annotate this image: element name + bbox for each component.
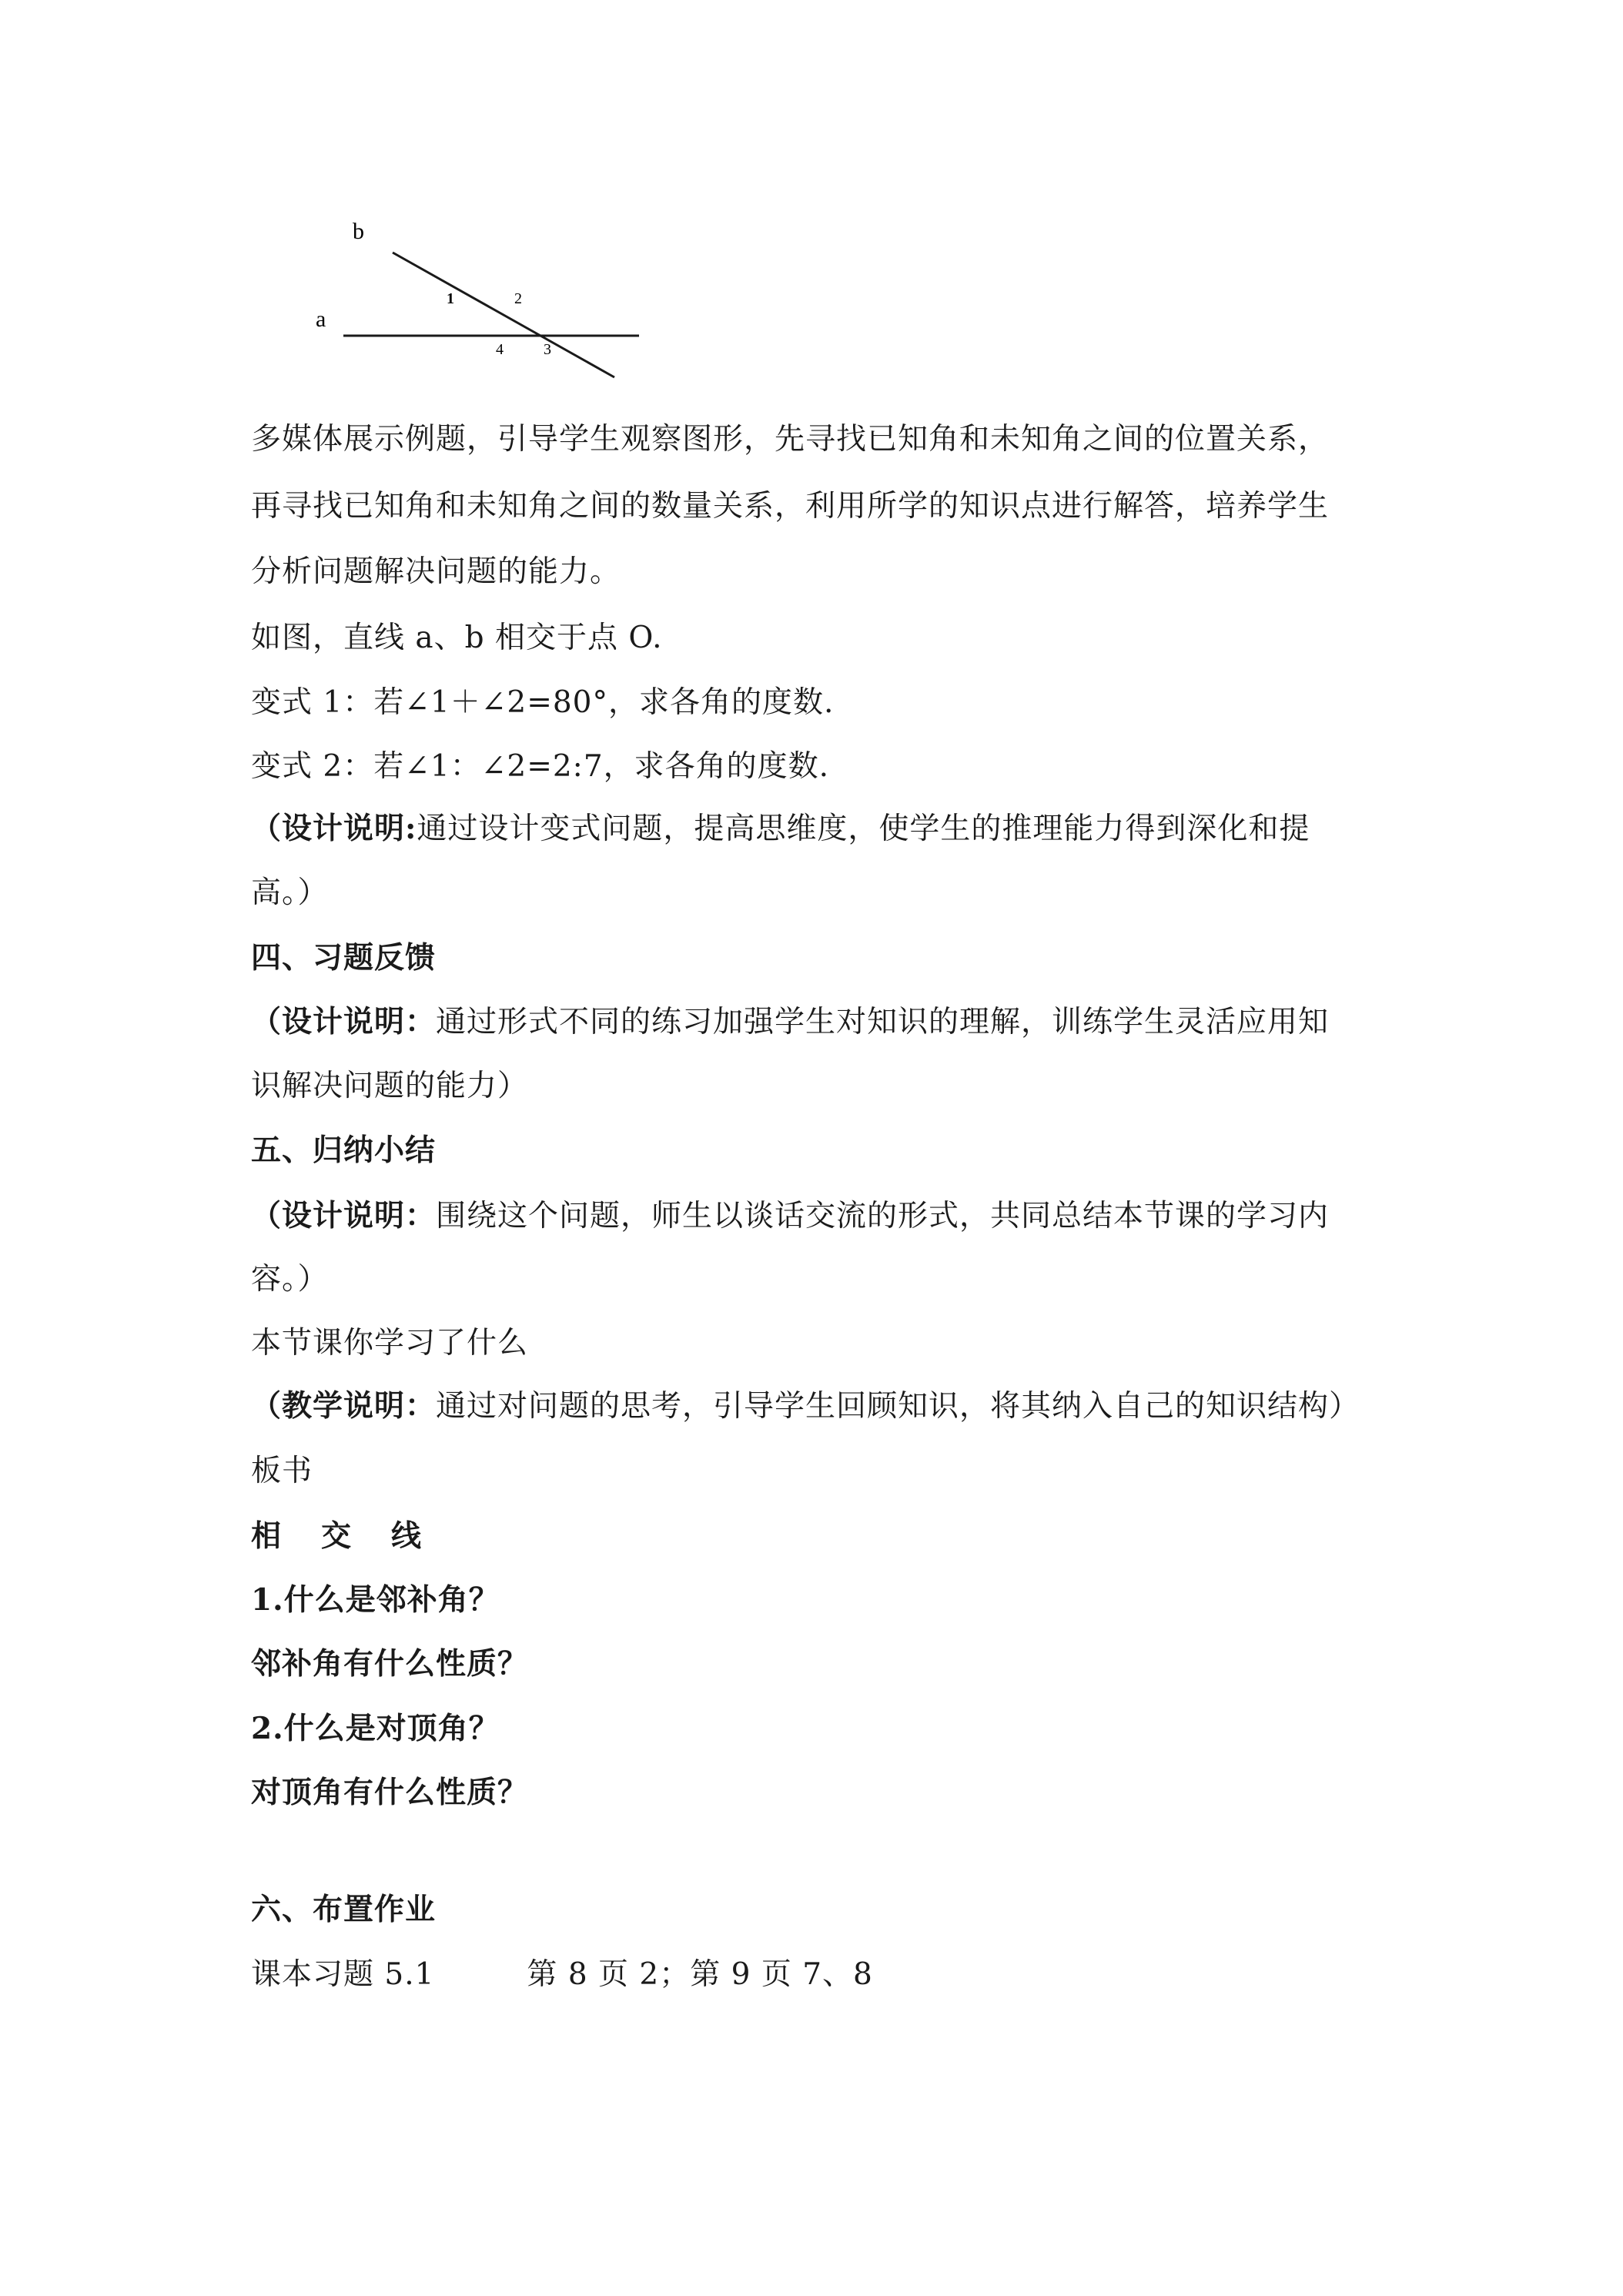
section-heading-4: 四、习题反馈 — [251, 940, 437, 976]
design-note-1 — [251, 809, 1310, 848]
variant-2: 变式 2：若∠1：∠2=2:7，求各角的度数. — [251, 749, 830, 784]
paragraph-line: 本节课你学习了什么 — [251, 1326, 529, 1361]
line-b — [393, 253, 614, 377]
angle-label-2: 2 — [514, 290, 522, 307]
note-text: 通过对问题的思考，引导学生回顾知识，将其纳入自己的知识结构） — [436, 1389, 1360, 1424]
homework-line: 课本习题 5.1 第 8 页 2；第 9 页 7、8 — [251, 1957, 873, 1992]
section-heading-6: 六、布置作业 — [251, 1892, 437, 1927]
paragraph-line: 多媒体展示例题，引导学生观察图形，先寻找已知角和未知角之间的位置关系， — [251, 422, 1330, 457]
angle-label-1: 1 — [447, 290, 454, 307]
board-question: 2.什么是对顶角？ — [251, 1711, 500, 1746]
note-label: （教学说明： — [251, 1388, 437, 1424]
note-label: （设计说明: — [251, 811, 417, 846]
paragraph-line: 板书 — [251, 1454, 313, 1488]
paragraph-line: 分析问题解决问题的能力。 — [251, 554, 621, 589]
variant-1: 变式 1：若∠1＋∠2=80°，求各角的度数. — [251, 685, 835, 720]
note-label: （设计说明： — [251, 1004, 437, 1039]
design-note-2-cont: 识解决问题的能力） — [251, 1069, 529, 1103]
design-note-3-cont: 容。） — [251, 1262, 329, 1297]
teaching-note — [251, 1387, 1360, 1426]
label-a: a — [316, 306, 326, 332]
board-question: 对顶角有什么性质？ — [251, 1775, 529, 1810]
design-note-1-cont: 高。） — [251, 875, 329, 910]
note-text: 通过形式不同的练习加强学生对知识的理解，训练学生灵活应用知 — [436, 1005, 1330, 1039]
board-title: 相交线 — [251, 1518, 462, 1554]
angle-label-3: 3 — [544, 341, 551, 358]
note-label: （设计说明： — [251, 1198, 437, 1233]
angle-label-4: 4 — [496, 341, 504, 358]
section-heading-5: 五、归纳小结 — [251, 1133, 437, 1168]
paragraph-line: 再寻找已知角和未知角之间的数量关系，利用所学的知识点进行解答，培养学生 — [251, 489, 1330, 524]
board-question: 1.什么是邻补角？ — [251, 1582, 500, 1618]
board-question: 邻补角有什么性质？ — [251, 1646, 529, 1682]
intersecting-lines-figure — [300, 208, 654, 393]
note-text: 通过设计变式问题，提高思维度，使学生的推理能力得到深化和提 — [417, 812, 1310, 846]
paragraph-line: 如图，直线 a、b 相交于点 O. — [251, 621, 663, 655]
design-note-3 — [251, 1197, 1329, 1236]
design-note-2 — [251, 1002, 1329, 1042]
note-text: 围绕这个问题，师生以谈话交流的形式，共同总结本节课的学习内 — [436, 1199, 1330, 1233]
label-b: b — [353, 219, 364, 244]
